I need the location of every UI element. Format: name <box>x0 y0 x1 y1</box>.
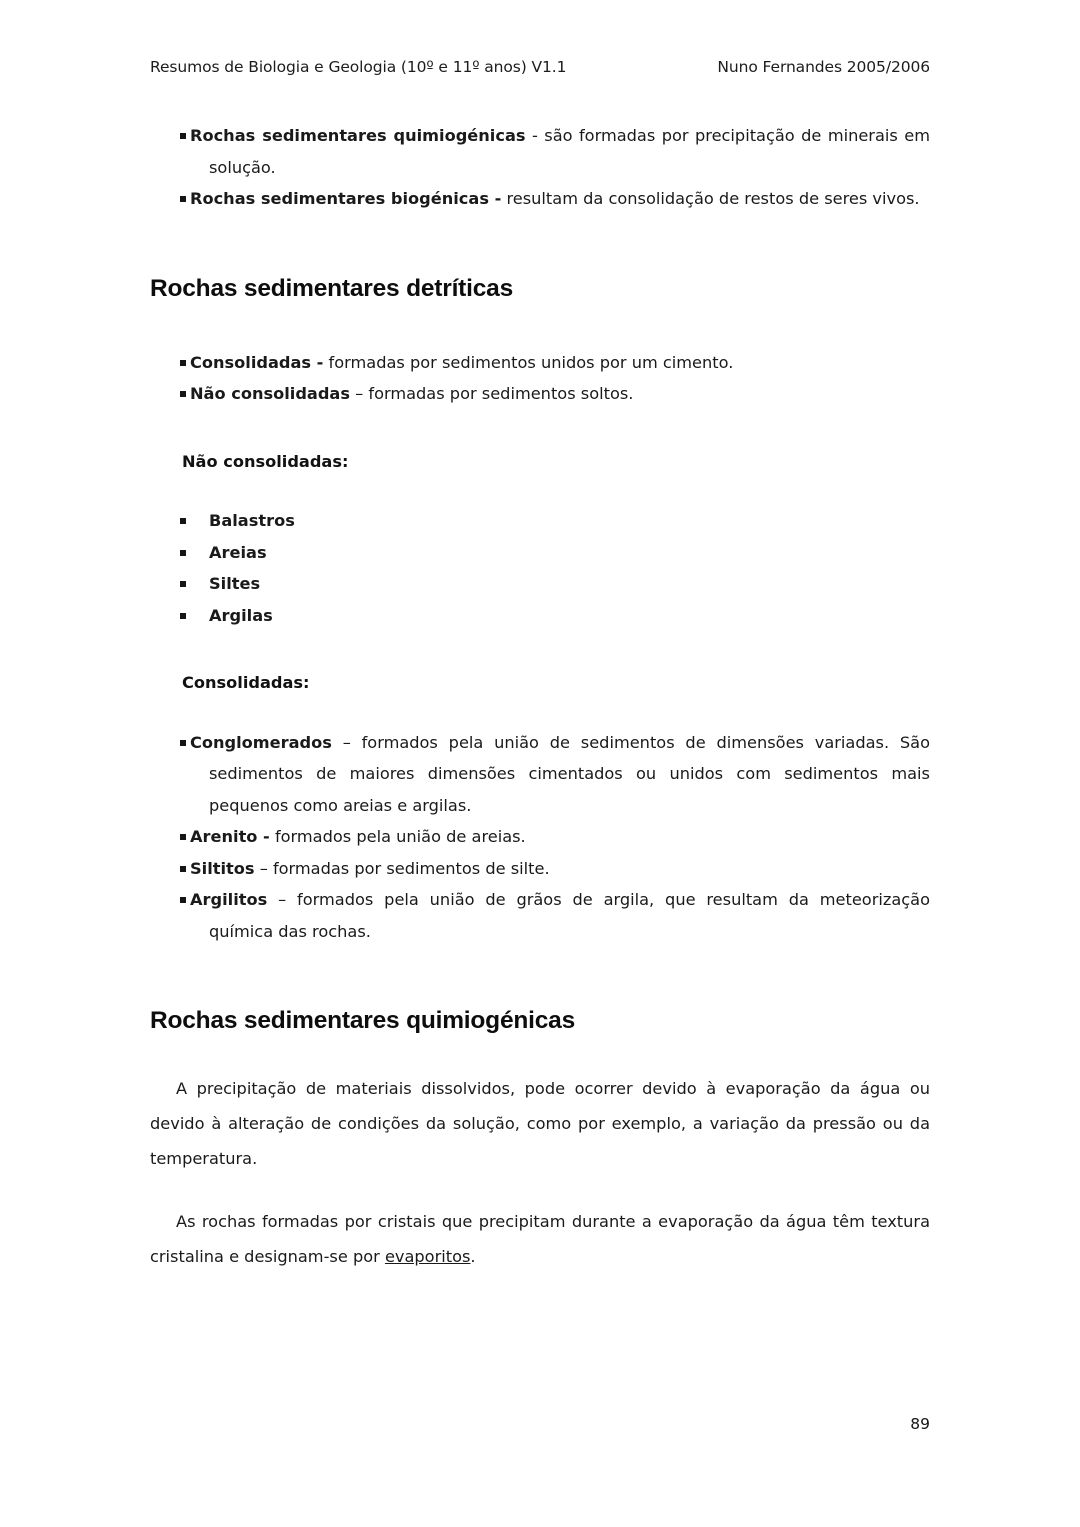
list-item <box>150 537 930 569</box>
underlined-term-evaporitos: evaporitos <box>384 1247 471 1267</box>
list-item <box>150 183 930 215</box>
header-author-right: Nuno Fernandes 2005/2006 <box>717 58 930 76</box>
paragraph-precipitacao <box>150 1071 930 1176</box>
paragraph-text: A precipitação de materiais dissolvidos, pode ocorrer devido à evaporação da água ou devido à alteração de condições da solução, como por exemplo, a variação da pressão ou da temperatura. <box>150 1079 930 1169</box>
list-item <box>150 821 930 853</box>
nao-consolidadas-list <box>150 505 930 631</box>
bullet-text: formadas por sedimentos de silte. <box>272 858 550 878</box>
bullet-separator: – <box>331 732 362 752</box>
document-body <box>150 120 930 1274</box>
list-item <box>150 505 930 537</box>
bullet-separator: – <box>254 858 273 878</box>
square-bullet-icon <box>180 360 186 366</box>
list-item <box>150 378 930 410</box>
bullet-separator: – <box>349 384 369 404</box>
bullet-separator: - <box>525 126 545 145</box>
square-bullet-icon <box>180 133 186 139</box>
bullet-text: formados pela união de areias. <box>274 827 526 847</box>
page-title-detriticas: Rochas sedimentares detríticas <box>150 274 514 302</box>
list-item-label: Argilas <box>209 605 273 625</box>
list-item-label: Balastros <box>209 511 295 531</box>
list-item <box>150 120 930 183</box>
list-item-label: Siltes <box>209 574 261 594</box>
bullet-term: Consolidadas - <box>190 352 324 372</box>
bullet-text: resultam da consolidação de restos de seres vivos. <box>506 189 920 208</box>
subsection-label-nao-consolidadas: Não consolidadas: <box>182 451 349 471</box>
list-item <box>150 884 930 947</box>
square-bullet-icon <box>180 391 186 397</box>
bullet-term: Conglomerados <box>190 732 332 752</box>
square-bullet-icon <box>180 897 186 903</box>
bullet-text: formadas por sedimentos soltos. <box>368 384 634 404</box>
paragraph-evaporitos <box>150 1204 930 1274</box>
subsection-label-consolidadas: Consolidadas: <box>182 673 310 693</box>
list-item <box>150 853 930 885</box>
bullet-term: Rochas sedimentares biogénicas - <box>190 189 502 208</box>
square-bullet-icon <box>180 550 186 556</box>
bullet-separator: – <box>267 890 298 910</box>
list-item <box>150 568 930 600</box>
square-bullet-icon <box>180 613 186 619</box>
list-item-label: Areias <box>209 542 267 562</box>
bullet-text: formadas por sedimentos unidos por um cimento. <box>328 352 734 372</box>
square-bullet-icon <box>180 518 186 524</box>
bullet-text: formados pela união de grãos de argila, que resultam da meteorização química das rochas. <box>209 890 930 941</box>
paragraph-text-before: As rochas formadas por cristais que precipitam durante a evaporação da água têm textura cristalina e designam-se por <box>150 1212 930 1267</box>
bullet-text: são formadas por precipitação de minerais em solução. <box>209 126 930 177</box>
square-bullet-icon <box>180 581 186 587</box>
page-title-quimiogenicas: Rochas sedimentares quimiogénicas <box>150 1007 576 1035</box>
document-header <box>150 58 930 76</box>
list-item <box>150 600 930 632</box>
detriticas-bullet-list <box>150 347 930 410</box>
square-bullet-icon <box>180 740 186 746</box>
paragraph-text-after: . <box>470 1247 476 1267</box>
header-title-left: Resumos de Biologia e Geologia (10º e 11º anos) V1.1 <box>150 58 567 76</box>
list-item <box>150 727 930 822</box>
bullet-term: Arenito - <box>190 827 270 847</box>
bullet-term: Rochas sedimentares quimiogénicas <box>190 126 526 145</box>
page-number: 89 <box>910 1415 930 1433</box>
bullet-term: Argilitos <box>190 890 268 910</box>
intro-bullet-list <box>150 120 930 215</box>
bullet-term: Siltitos <box>190 858 255 878</box>
bullet-term: Não consolidadas <box>190 384 350 404</box>
square-bullet-icon <box>180 834 186 840</box>
square-bullet-icon <box>180 866 186 872</box>
list-item <box>150 347 930 379</box>
bullet-text: formados pela união de sedimentos de dimensões variadas. São sedimentos de maiores dimensões cimentados ou unidos com sedimentos mais pequenos como areias e argilas. <box>209 732 931 815</box>
square-bullet-icon <box>180 196 186 202</box>
consolidadas-list <box>150 727 930 948</box>
